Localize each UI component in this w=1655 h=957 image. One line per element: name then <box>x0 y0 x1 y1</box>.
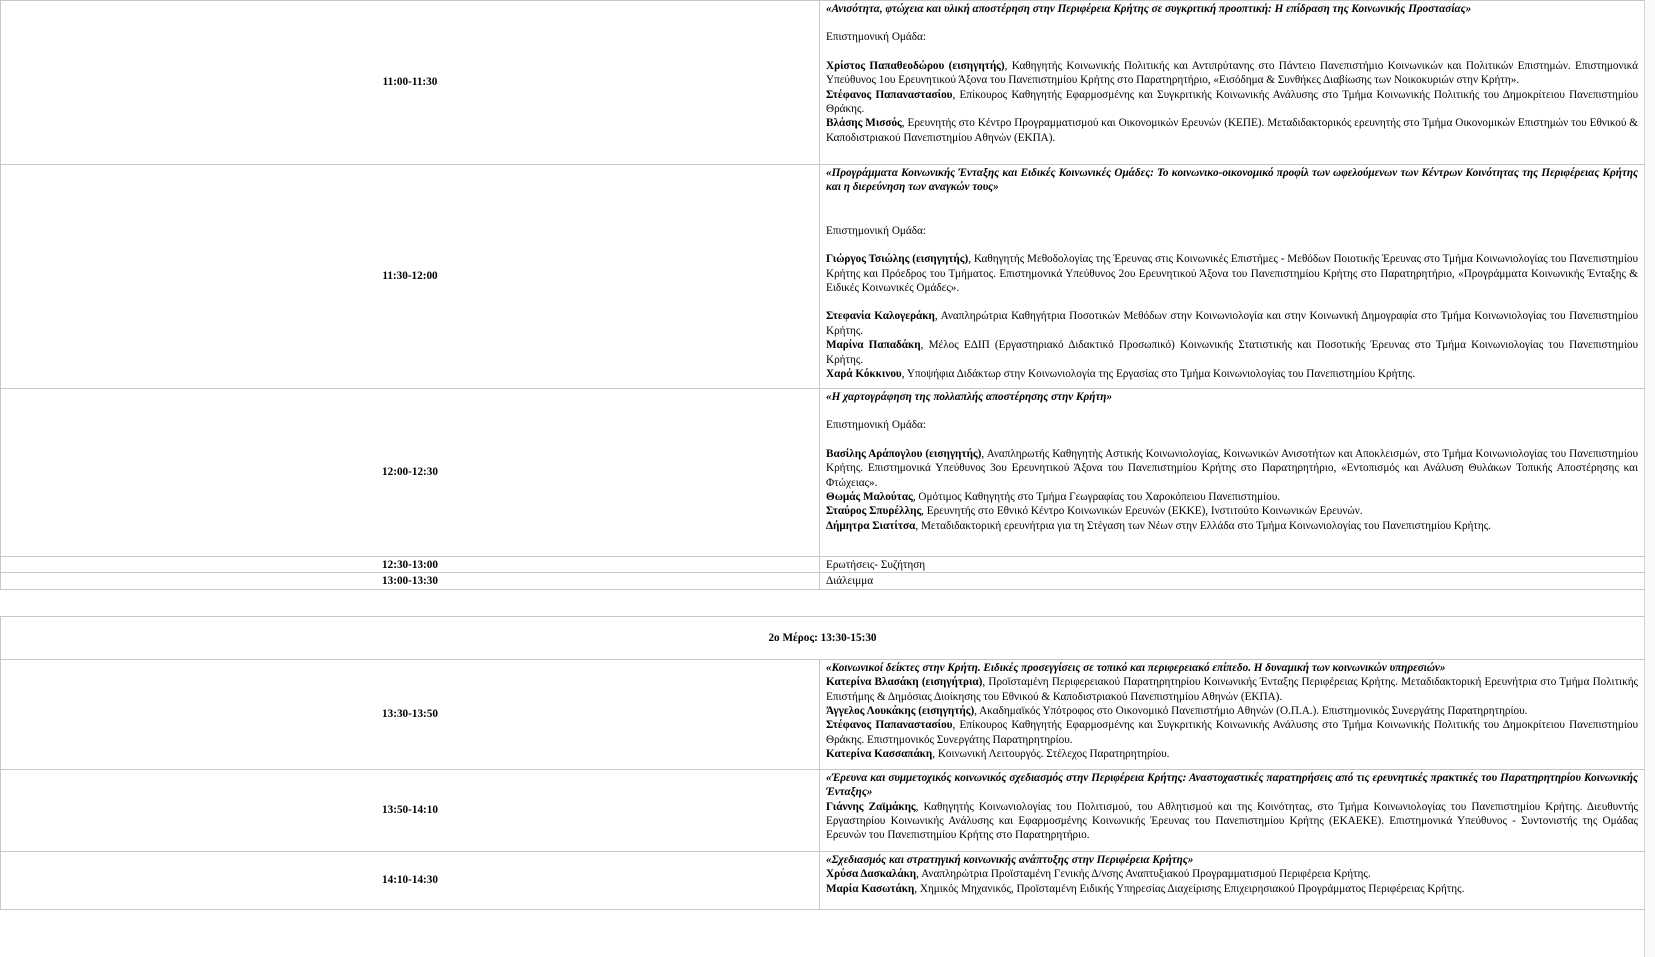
person-entry <box>826 519 1638 533</box>
person-entry <box>826 867 1638 881</box>
person-desc: , Καθηγητής Κοινωνιολογίας του Πολιτισμού, του Αθλητισμού και της Κοινότητας, στο Τμήμα Κοινωνιολογίας του Πανεπιστημίου Κρήτης. Διευθυντής Εργαστηρίου Κοινωνικής Ανάλυσης και Εφαρμοσμένης Κοινωνικής Έρευνας του Πανεπιστημίου Κρήτης (ΕΚΑΕΚΕ). Επιστημονικά Υπεύθυνος - Συντονιστής της Ομάδας Ερευνών του Πανεπιστημίου Κρήτης στο Παρατηρητήριο. <box>826 800 1638 842</box>
person-entry <box>826 59 1638 88</box>
session-time: 13:00-13:30 <box>1 573 820 589</box>
person-name: Μαρίνα Παπαδάκη <box>826 339 921 352</box>
person-name: Χρύσα Δασκαλάκη <box>826 868 917 881</box>
person-desc: , Ερευνητής στο Εθνικό Κέντρο Κοινωνικών Ερευνών (ΕΚΚΕ), Ινστιτούτο Κοινωνικών Ερευνών. <box>921 505 1363 518</box>
table-spacer <box>1 589 1645 616</box>
session-title: «Προγράμματα Κοινωνικής Ένταξης και Ειδικές Κοινωνικές Ομάδες: Το κοινωνικο-οικονομικό προφίλ των ωφελούμενων των Κέντρων Κοινότητας της Περιφέρειας Κρήτης και η διερεύνηση των αναγκών τους» <box>826 167 1638 194</box>
person-desc: , Χημικός Μηχανικός, Προϊσταμένη Ειδικής Υπηρεσίας Διαχείρισης Επιχειρησιακού Προγράμματος Περιφέρειας Κρήτης. <box>914 882 1465 895</box>
scientific-team-label: Επιστημονική Ομάδα: <box>826 224 926 237</box>
person-entry <box>826 800 1638 843</box>
person-desc: , Αναπληρωτής Καθηγητής Αστικής Κοινωνιολογίας, Κοινωνικών Ανισοτήτων και Αποκλεισμών, στο Τμήμα Κοινωνιολογίας του Πανεπιστημίου Κρήτης. Επιστημονικά Υπεύθυνος 3ου Ερευνητικού Άξονα του Πανεπιστημίου Κρήτης στο Παρατηρητήριο, «Εντοπισμός και Ανάλυση Θυλάκων Τοπικής Αποστέρησης και Φτώχειας». <box>826 447 1639 489</box>
person-name: Χρίστος Παπαθεοδώρου (εισηγητής) <box>826 59 1005 72</box>
person-entry <box>826 747 1638 761</box>
person-desc: , Κοινωνική Λειτουργός. Στέλεχος Παρατηρητηρίου. <box>932 748 1170 761</box>
session-row <box>1 659 1645 769</box>
person-name: Θωμάς Μαλούτας <box>826 491 913 504</box>
person-name: Μαρία Κασωτάκη <box>826 882 915 895</box>
person-entry <box>826 504 1638 518</box>
person-desc: , Ακαδημαϊκός Υπότροφος στο Οικονομικό Πανεπιστήμιο Αθηνών (Ο.Π.Α.). Επιστημονικός Συνεργάτης Παρατηρητηρίου. <box>974 705 1528 718</box>
person-name: Γιώργος Τσιώλης (εισηγητής) <box>826 253 969 266</box>
short-row-text: Διάλειμμα <box>820 573 1645 589</box>
session-title: «Κοινωνικοί δείκτες στην Κρήτη. Ειδικές προσεγγίσεις σε τοπικό και περιφερειακό επίπεδο. Η δυναμική των κοινωνικών υπηρεσιών» <box>826 661 1446 674</box>
person-name: Στέφανος Παπαναστασίου <box>826 88 953 101</box>
person-name: Άγγελος Λουκάκης (εισηγητής) <box>826 705 975 718</box>
person-entry <box>826 309 1638 338</box>
person-entry <box>826 116 1638 145</box>
person-desc: , Ερευνητής στο Κέντρο Προγραμματισμού και Οικονομικών Ερευνών (ΚΕΠΕ). Μεταδιδακτορικός ερευνητής στο Τμήμα Οικονομικών Επιστημών του Εθνικού & Καποδιστριακού Πανεπιστημίου Αθηνών (ΕΚΠΑ). <box>826 117 1639 144</box>
person-entry <box>826 447 1638 490</box>
person-entry <box>826 675 1638 704</box>
session-content <box>820 769 1645 851</box>
session-time: 12:30-13:00 <box>1 557 820 573</box>
session-title: «Ανισότητα, φτώχεια και υλική αποστέρηση στην Περιφέρεια Κρήτης σε συγκριτική προοπτική: Η επίδραση της Κοινωνικής Προστασίας» <box>826 3 1472 15</box>
person-name: Κατερίνα Βλασάκη (εισηγήτρια) <box>826 676 983 689</box>
person-entry <box>826 88 1638 117</box>
session-title: «Έρευνα και συμμετοχικός κοινωνικός σχεδιασμός στην Περιφέρεια Κρήτης: Αναστοχαστικές παρατηρήσεις από τις ερευνητικές πρακτικές του Παρατηρητηρίου Κοινωνικής Ένταξης» <box>826 771 1638 799</box>
short-row <box>1 557 1645 573</box>
person-entry <box>826 367 1638 381</box>
person-entry <box>826 338 1638 367</box>
person-name: Βασίλης Αράπογλου (εισηγητής) <box>826 447 982 460</box>
session-title: «Σχεδιασμός και στρατηγική κοινωνικής ανάπτυξης στην Περιφέρεια Κρήτης» <box>826 853 1194 866</box>
session-row <box>1 165 1645 389</box>
person-desc: , Μέλος ΕΔΙΠ (Εργαστηριακό Διδακτικό Προσωπικό) Κοινωνικής Στατιστικής και Ποσοτικής Έρευνας στο Τμήμα Κοινωνιολογίας του Πανεπιστημίου Κρήτης. <box>826 339 1639 366</box>
scientific-team-label: Επιστημονική Ομάδα: <box>826 419 926 432</box>
person-desc: , Αναπληρώτρια Καθηγήτρια Ποσοτικών Μεθόδων στην Κοινωνιολογία και στην Κοινωνική Δημογραφία στο Τμήμα Κοινωνιολογίας του Πανεπιστημίου Κρήτης. <box>826 310 1638 337</box>
person-desc: , Καθηγητής Μεθοδολογίας της Έρευνας στις Κοινωνικές Επιστήμες - Μεθόδων Ποιοτικής Έρευνας στο Τμήμα Κοινωνιολογίας του Πανεπιστημίου Κρήτης και Πρόεδρος του Τμήματος. Επιστημονικά Υπεύθυνος 2ου Ερευνητικού Άξονα του Πανεπιστημίου Κρήτης στο Παρατηρητήριο, «Προγράμματα Κοινωνικής Ένταξης & Ειδικές Κοινωνικές Ομάδες». <box>826 253 1638 295</box>
session-content <box>820 389 1645 557</box>
session-row <box>1 389 1645 557</box>
short-row <box>1 573 1645 589</box>
session-content <box>820 659 1645 769</box>
session-time: 11:30-12:00 <box>1 165 820 389</box>
person-entry <box>826 718 1638 747</box>
part-header-row <box>1 616 1645 659</box>
session-time: 11:00-11:30 <box>1 1 820 165</box>
person-name: Γιάννης Ζαϊμάκης <box>826 800 916 813</box>
person-desc: , Υποψήφια Διδάκτωρ στην Κοινωνιολογία της Εργασίας στο Τμήμα Κοινωνιολογίας του Πανεπιστημίου Κρήτης. <box>901 368 1416 381</box>
session-row <box>1 769 1645 851</box>
person-name: Σταύρος Σπυρέλλης <box>826 505 922 518</box>
person-entry <box>826 704 1638 718</box>
person-name: Χαρά Κόκκινου <box>826 368 902 381</box>
person-desc: , Καθηγητής Κοινωνικής Πολιτικής και Αντιπρύτανης στο Πάντειο Πανεπιστήμιο Κοινωνικών και Πολιτικών Επιστημών. Επιστημονικά Υπεύθυνος 1ου Ερευνητικού Άξονα του Πανεπιστημίου Κρήτης στο Παρατηρητήριο, «Εισόδημα & Συνθήκες Διαβίωσης των Νοικοκυριών στην Κρήτη». <box>826 59 1638 87</box>
person-desc: , Μεταδιδακτορική ερευνήτρια για τη Στέγαση των Νέων στην Ελλάδα στο Τμήμα Κοινωνιολογίας του Πανεπιστημίου Κρήτης. <box>915 519 1491 532</box>
session-content <box>820 851 1645 909</box>
part-heading: 2ο Μέρος: 13:30-15:30 <box>1 616 1645 659</box>
person-desc: , Ομότιμος Καθηγητής στο Τμήμα Γεωγραφίας του Χαροκόπειου Πανεπιστημίου. <box>912 491 1281 504</box>
session-time: 13:30-13:50 <box>1 659 820 769</box>
person-name: Στεφανία Καλογεράκη <box>826 310 935 323</box>
person-name: Δήμητρα Σιατίτσα <box>826 519 916 532</box>
session-time: 13:50-14:10 <box>1 769 820 851</box>
session-time: 12:00-12:30 <box>1 389 820 557</box>
session-row <box>1 851 1645 909</box>
person-entry <box>826 882 1638 896</box>
person-desc: , Προϊσταμένη Περιφερειακού Παρατηρητηρίου Κοινωνικής Ένταξης Περιφέρειας Κρήτης. Μεταδιδακτορική Ερευνήτρια στο Τμήμα Πολιτικής Επιστήμης & Δημόσιας Διοίκησης του Εθνικού & Καποδιστριακού Πανεπιστημίου Αθηνών (ΕΚΠΑ). <box>826 676 1638 703</box>
person-desc: , Επίκουρος Καθηγητής Εφαρμοσμένης και Συγκριτικής Κοινωνικής Ανάλυσης στο Τμήμα Κοινωνικής Πολιτικής του Δημοκρίτειου Πανεπιστημίου Θράκης. <box>826 88 1638 116</box>
person-desc: , Επίκουρος Καθηγητής Εφαρμοσμένης και Συγκριτικής Κοινωνικής Ανάλυσης στο Τμήμα Κοινωνικής Πολιτικής του Δημοκρίτειου Πανεπιστημίου Θράκης. Επιστημονικός Συνεργάτης Παρατηρητηρίου. <box>826 719 1638 746</box>
person-entry <box>826 490 1638 504</box>
vertical-scrollbar[interactable] <box>1644 0 1655 957</box>
person-desc: , Αναπληρώτρια Προϊσταμένη Γενικής Δ/νσης Αναπτυξιακού Προγραμματισμού Περιφέρεια Κρήτης. <box>916 868 1371 881</box>
session-time: 14:10-14:30 <box>1 851 820 909</box>
short-row-text: Ερωτήσεις- Συζήτηση <box>820 557 1645 573</box>
person-name: Βλάσης Μισσός <box>826 117 902 130</box>
scientific-team-label: Επιστημονική Ομάδα: <box>826 31 926 44</box>
session-content <box>820 165 1645 389</box>
session-row <box>1 1 1645 165</box>
session-title: «Η χαρτογράφηση της πολλαπλής αποστέρησης στην Κρήτη» <box>826 391 1113 403</box>
person-name: Κατερίνα Κασσαπάκη <box>826 748 933 761</box>
person-name: Στέφανος Παπαναστασίου <box>826 719 953 732</box>
person-entry <box>826 252 1638 295</box>
session-content <box>820 1 1645 165</box>
